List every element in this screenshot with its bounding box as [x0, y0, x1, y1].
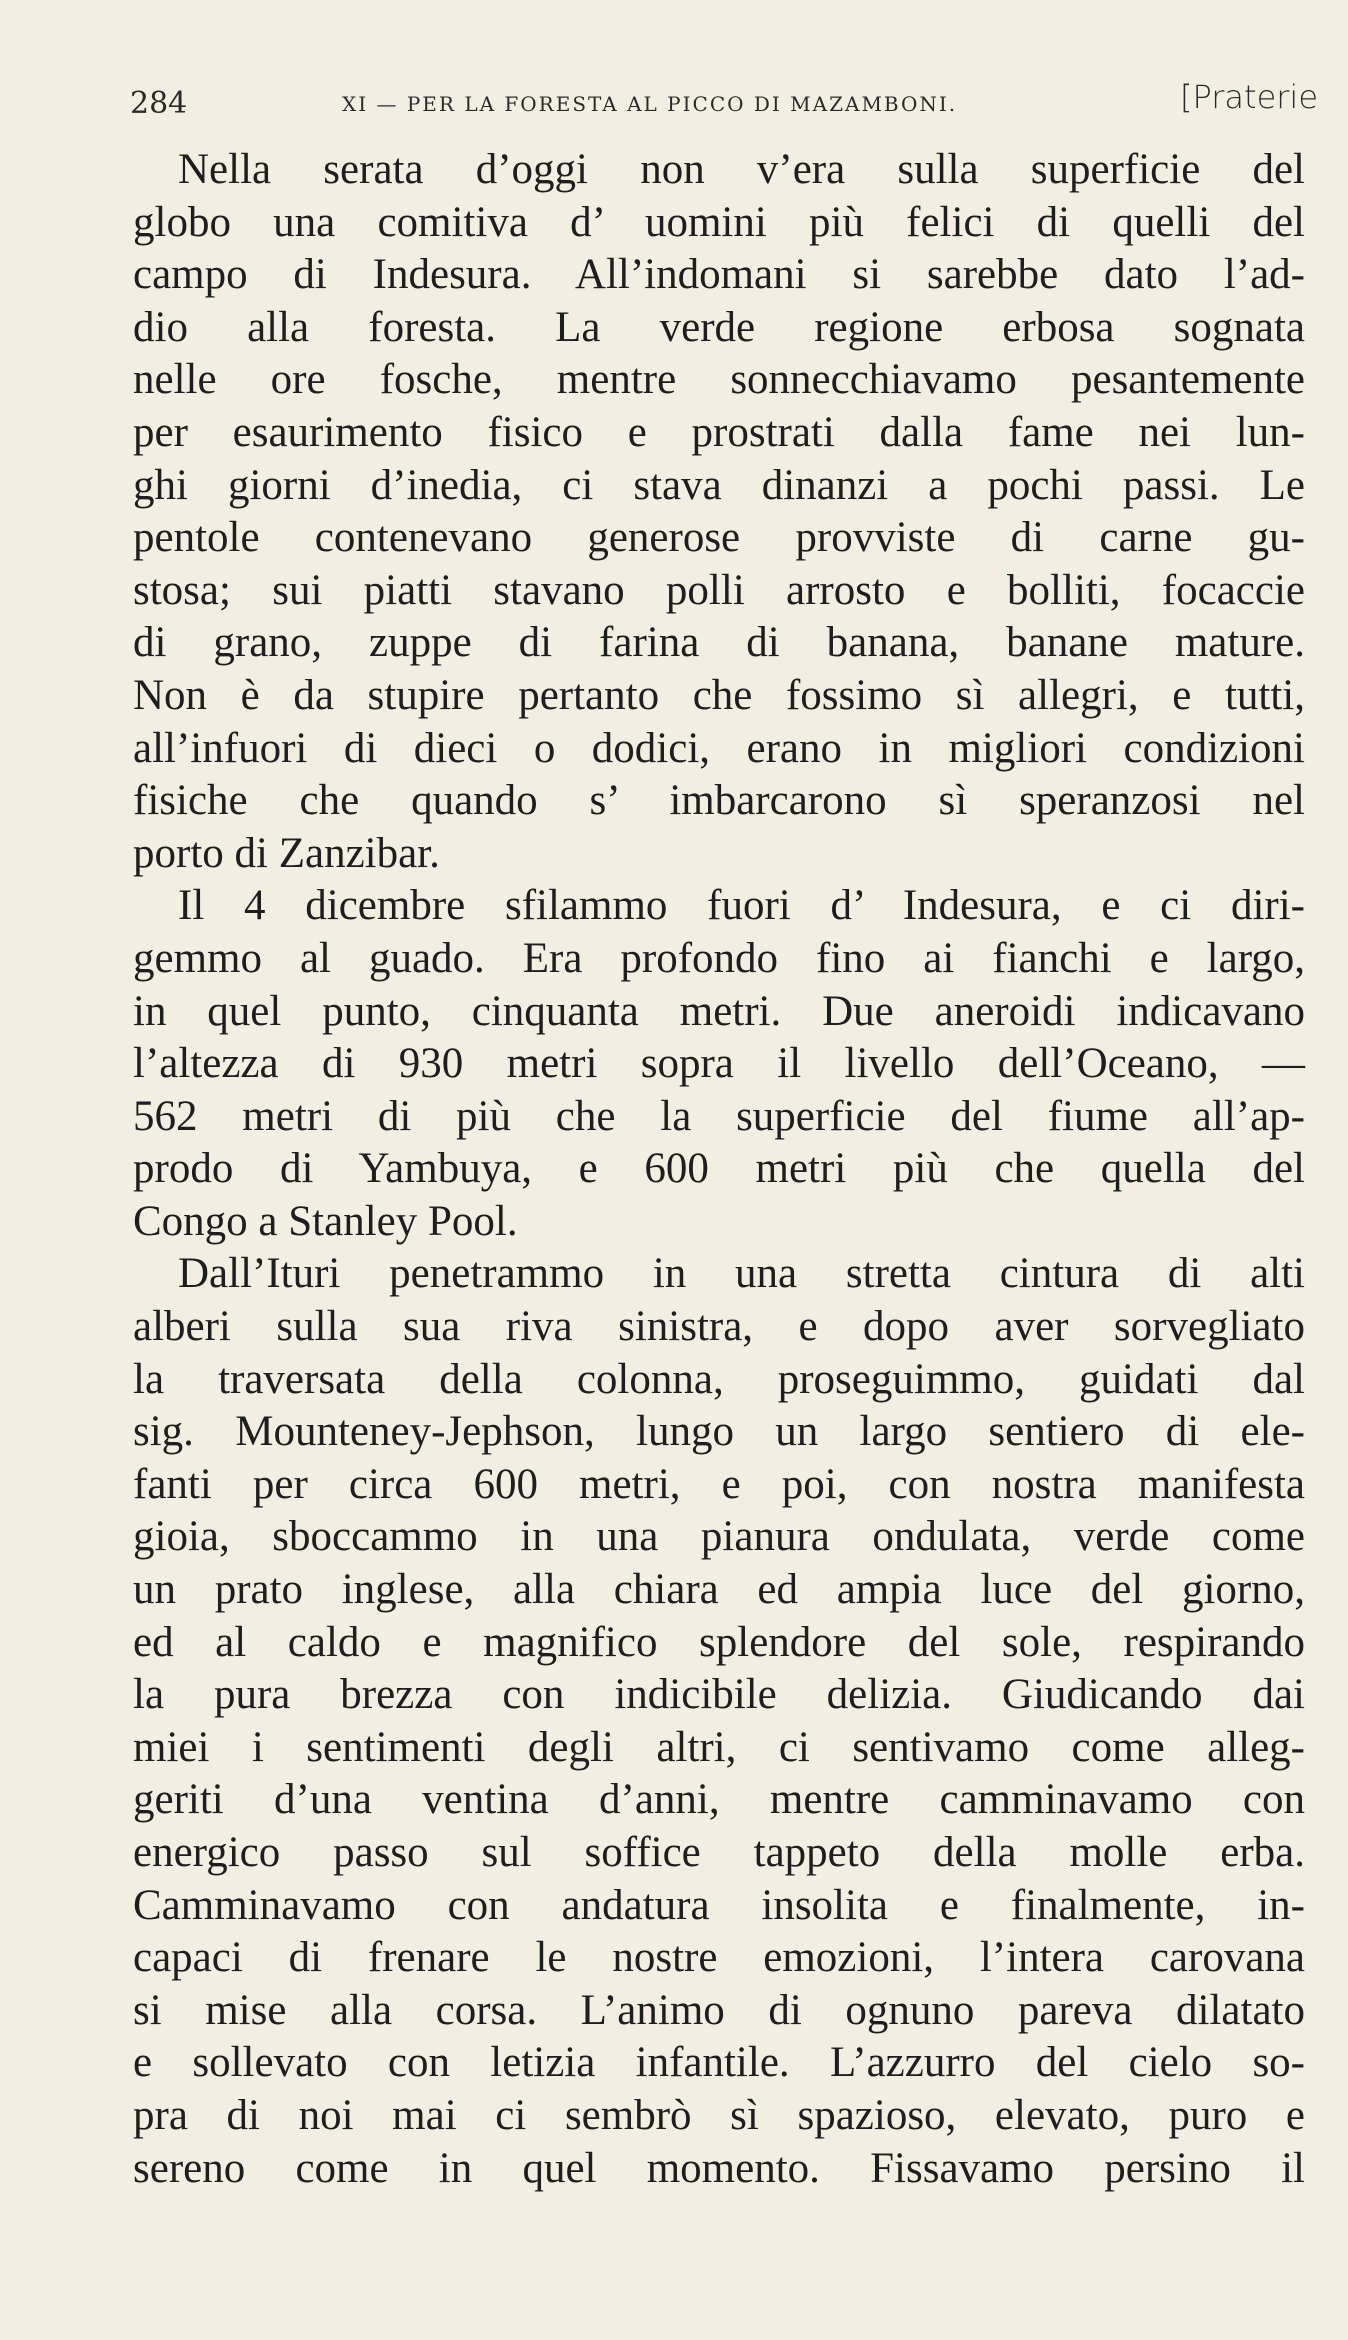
text-line: di grano, zuppe di farina di banana, banane mature. [133, 619, 1305, 667]
text-line: prodo di Yambuya, e 600 metri più che quella del [133, 1145, 1305, 1193]
text-line: pentole contenevano generose provviste di carne gu- [133, 514, 1305, 562]
text-line: Camminavamo con andatura insolita e finalmente, in- [133, 1881, 1305, 1929]
text-line: geriti d’una ventina d’anni, mentre camminavamo con [133, 1776, 1305, 1824]
text-line: e sollevato con letizia infantile. L’azzurro del cielo so- [133, 2039, 1305, 2087]
page-number: 284 [130, 86, 188, 121]
text-line: nelle ore fosche, mentre sonnecchiavamo pesantemente [133, 356, 1305, 404]
text-line: stosa; sui piatti stavano polli arrosto e bolliti, focaccie [133, 566, 1305, 614]
text-line: 562 metri di più che la superficie del fiume all’ap- [133, 1092, 1305, 1140]
text-line: gemmo al guado. Era profondo fino ai fianchi e largo, [133, 934, 1305, 982]
text-line: la pura brezza con indicibile delizia. Giudicando dai [133, 1671, 1305, 1719]
text-line: campo di Indesura. All’indomani si sarebbe dato l’ad- [133, 251, 1305, 299]
text-line: pra di noi mai ci sembrò sì spazioso, elevato, puro e [133, 2091, 1305, 2139]
text-line: la traversata della colonna, proseguimmo, guidati dal [133, 1355, 1305, 1403]
text-line: fanti per circa 600 metri, e poi, con nostra manifesta [133, 1460, 1305, 1508]
text-line: all’infuori di dieci o dodici, erano in migliori condizioni [133, 724, 1305, 772]
text-line: ed al caldo e magnifico splendore del sole, respirando [133, 1618, 1305, 1666]
text-line: porto di Zanzibar. [133, 829, 440, 877]
text-line: fisiche che quando s’ imbarcarono sì speranzosi nel [133, 777, 1305, 825]
text-line: globo una comitiva d’ uomini più felici di quelli del [133, 198, 1305, 246]
text-line: per esaurimento fisico e prostrati dalla fame nei lun- [133, 408, 1305, 456]
page-header [130, 78, 1318, 128]
text-line: dio alla foresta. La verde regione erbosa sognata [133, 303, 1305, 351]
text-line: sereno come in quel momento. Fissavamo persino il [133, 2144, 1305, 2192]
text-line: Dall’Ituri penetrammo in una stretta cintura di alti [178, 1250, 1305, 1298]
text-line: Il 4 dicembre sfilammo fuori d’ Indesura, e ci diri- [178, 882, 1305, 930]
text-line: l’altezza di 930 metri sopra il livello dell’Oceano, — [133, 1040, 1305, 1088]
text-line: capaci di frenare le nostre emozioni, l’intera carovana [133, 1934, 1305, 1982]
section-label: [Praterie [1180, 78, 1318, 116]
text-line: Non è da stupire pertanto che fossimo sì allegri, e tutti, [133, 671, 1305, 719]
body-text [133, 144, 1305, 2195]
text-line: si mise alla corsa. L’animo di ognuno pareva dilatato [133, 1986, 1305, 2034]
text-line: gioia, sboccammo in una pianura ondulata, verde come [133, 1513, 1305, 1561]
text-line: alberi sulla sua riva sinistra, e dopo aver sorvegliato [133, 1303, 1305, 1351]
text-line: energico passo sul soffice tappeto della molle erba. [133, 1829, 1305, 1876]
text-line: sig. Mounteney-Jephson, lungo un largo sentiero di ele- [133, 1408, 1305, 1456]
text-line: Congo a Stanley Pool. [133, 1197, 518, 1245]
text-line: ghi giorni d’inedia, ci stava dinanzi a pochi passi. Le [133, 461, 1305, 509]
text-line: Nella serata d’oggi non v’era sulla superficie del [178, 146, 1305, 193]
text-line: un prato inglese, alla chiara ed ampia luce del giorno, [133, 1566, 1305, 1614]
text-line: in quel punto, cinquanta metri. Due aneroidi indicavano [133, 987, 1305, 1035]
text-line: miei i sentimenti degli altri, ci sentivamo come alleg- [133, 1723, 1305, 1771]
running-title: XI — PER LA FORESTA AL PICCO DI MAZAMBONI. [342, 92, 958, 116]
